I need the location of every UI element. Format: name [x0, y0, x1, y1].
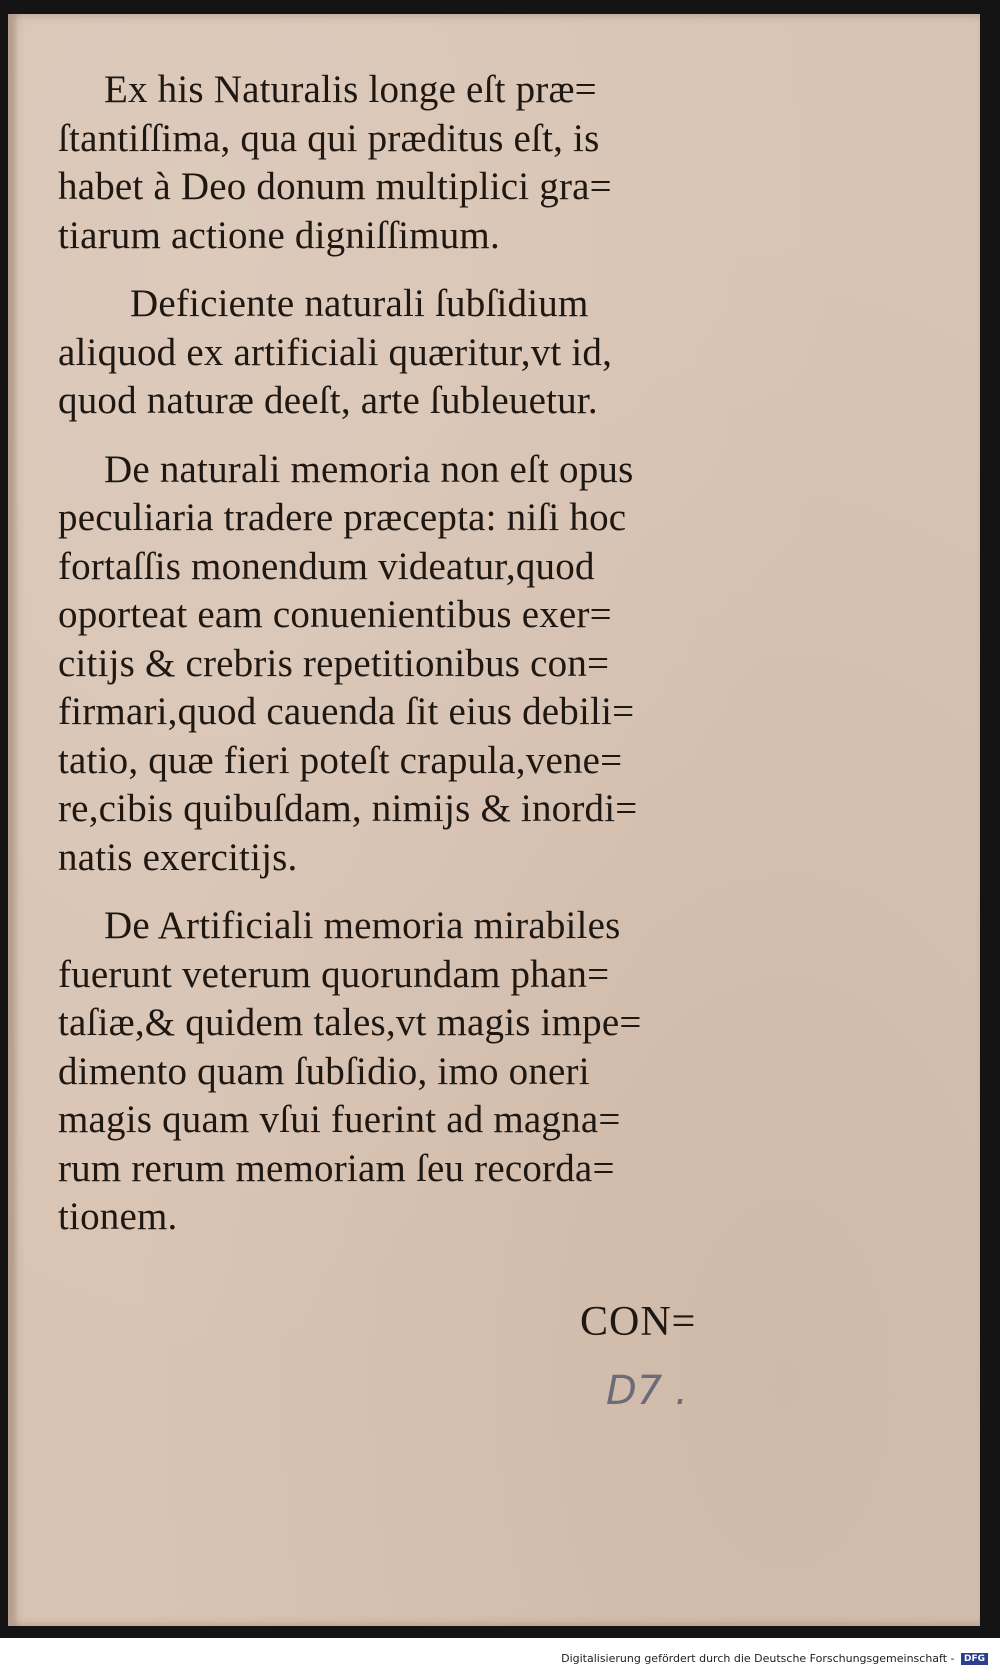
catchword: CON= — [580, 1299, 697, 1345]
text-line: peculiaria tradere præcepta: niſi hoc — [58, 496, 627, 539]
text-line: tionem. — [58, 1195, 178, 1238]
digitization-footer — [561, 1652, 988, 1665]
text-line: firmari,quod cauenda ſit eius debili= — [58, 690, 635, 733]
text-line: De naturali memoria non eſt opus — [104, 447, 634, 491]
text-line: oporteat eam conuenientibus exer= — [58, 593, 612, 636]
text-line: quod naturæ deeſt, arte ſubleuetur. — [58, 379, 598, 422]
text-line: fuerunt veterum quorundam phan= — [58, 952, 610, 996]
dfg-logo: DFG — [961, 1653, 988, 1665]
text-line: magis quam vſui fuerint ad magna= — [58, 1098, 621, 1141]
text-line: fortaſſis monendum videatur,quod — [58, 544, 595, 588]
signature-mark: D7 . — [606, 1368, 688, 1414]
text-line: ſtantiſſima, qua qui præditus eſt, is — [58, 116, 600, 160]
paragraph-1 — [58, 66, 748, 260]
text-line: De Artificiali memoria mirabiles — [104, 904, 621, 947]
text-line: dimento quam ſubſidio, imo oneri — [58, 1049, 590, 1093]
book-page — [8, 14, 980, 1626]
paragraph-4 — [58, 902, 748, 1242]
paragraph-3 — [58, 446, 748, 883]
text-line: natis exercitijs. — [58, 835, 298, 879]
text-line: tiarum actione digniſſimum. — [58, 213, 500, 257]
text-line: aliquod ex artificiali quæritur,vt id, — [58, 330, 613, 374]
paragraph-2 — [58, 280, 748, 426]
text-line: habet à Deo donum multiplici gra= — [58, 165, 612, 208]
text-line: Ex his Naturalis longe eſt præ= — [104, 68, 597, 111]
page-text — [58, 66, 748, 1262]
text-line: tatio, quæ fieri poteſt crapula,vene= — [58, 738, 623, 782]
footer-text: Digitalisierung gefördert durch die Deutsche Forschungsgemeinschaft - — [561, 1652, 955, 1665]
text-line: citijs & crebris repetitionibus con= — [58, 641, 610, 685]
text-line: Deficiente naturali ſubſidium — [130, 282, 589, 325]
text-line: taſiæ,& quidem tales,vt magis impe= — [58, 1001, 642, 1044]
text-line: rum rerum memoriam ſeu recorda= — [58, 1146, 615, 1190]
page-gutter-shadow — [8, 14, 18, 1626]
text-line: re,cibis quibuſdam, nimijs & inordi= — [58, 787, 638, 830]
